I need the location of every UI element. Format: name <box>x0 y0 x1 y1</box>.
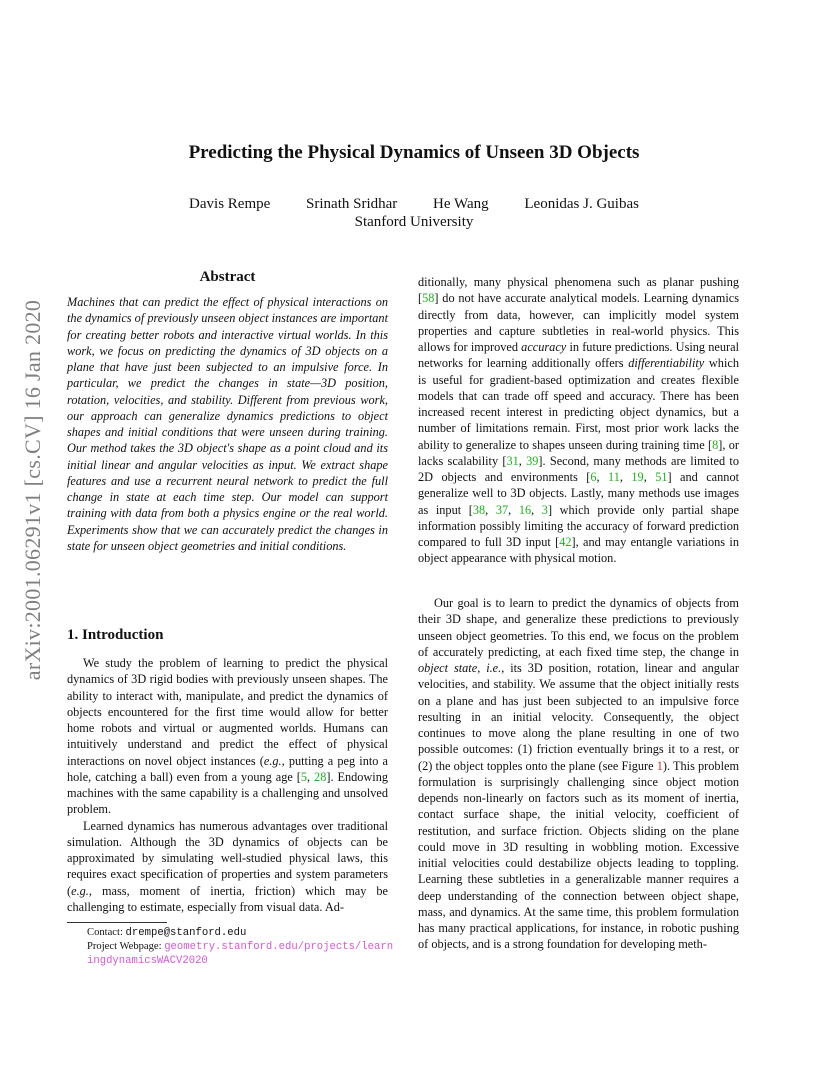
citation-link[interactable]: 3 <box>541 502 548 517</box>
affiliation: Stanford University <box>354 214 474 230</box>
intro-paragraph-2: Learned dynamics has numerous advantages over traditional simulation. Although the 3D dynamics of objects can be approximated by simulating well-studied physical laws, this requires exact specification of properties and system parameters (e.g., mass, moment of inertia, friction) which may be challenging to estimate, especially from visual data. Ad- <box>67 818 388 914</box>
arxiv-identifier <box>18 280 48 700</box>
citation-link[interactable]: 28 <box>314 769 327 784</box>
citation-link[interactable]: 11 <box>608 470 620 484</box>
introduction-body <box>67 655 388 915</box>
arxiv-identifier-text: arXiv:2001.06291v1 [cs.CV] 16 Jan 2020 <box>20 299 45 681</box>
section-heading-introduction: 1. Introduction <box>67 627 164 643</box>
author-2: Srinath Sridhar <box>306 196 398 212</box>
citation-link[interactable]: 42 <box>559 535 572 549</box>
intro-paragraph-1: We study the problem of learning to predict the physical dynamics of 3D rigid bodies with previously unseen shapes. The ability to interact with, manipulate, and predict the dynamics of objects encountered for the first time would allow for better home robots and virtual or augmented worlds. Humans can intuitively understand and predict the effect of physical interactions on novel object instances (e.g., putting a peg into a hole, catching a ball) even from a young age [5, 28]. Endowing machines with the same capability is a challenging and unsolved problem. <box>67 656 389 817</box>
citation-link[interactable]: 16 <box>518 502 532 517</box>
citation-link[interactable]: 19 <box>631 470 644 484</box>
citation-link[interactable]: 58 <box>422 291 435 306</box>
citation-link[interactable]: 8 <box>712 437 719 452</box>
author-names <box>0 196 828 213</box>
citation-link[interactable]: 37 <box>495 502 509 517</box>
author-1: Davis Rempe <box>189 196 271 212</box>
footnote-contact: Contact: drempe@stanford.edu <box>87 927 247 939</box>
footnote-rule <box>67 922 167 923</box>
citation-link[interactable]: 39 <box>526 453 539 468</box>
citation-link[interactable]: 38 <box>472 502 486 517</box>
figure-reference-link[interactable]: 1 <box>656 758 663 773</box>
citation-link[interactable]: 31 <box>506 453 519 468</box>
author-4: Leonidas J. Guibas <box>524 196 639 212</box>
citation-link[interactable]: 6 <box>590 470 597 484</box>
paper-title: Predicting the Physical Dynamics of Unseen 3D Objects <box>188 142 640 163</box>
footnote-webpage: Project Webpage: geometry.stanford.edu/projects/learningdynamicsWACV2020 <box>87 941 394 967</box>
right-column-paragraph-1: ditionally, many physical phenomena such as planar pushing [58] do not have accurate analytical models. Learning dynamics directly from data, however, can implicitly model system properties and capture subtleties in real-world physics. This allows for improved accuracy in future predictions. Using neural networks for learning additionally offers differentiability which is useful for gradient-based optimization and creates flexible models that can trade off speed and accuracy. There has been increased recent interest in predicting object dynamics, but a number of limitations remain. First, most prior work lacks the ability to generalize to shapes unseen during training time [8], or lacks scalability [31, 39]. Second, many methods are limited to 2D objects and environments [6, 11, 19, 51] and cannot generalize well to 3D objects. Lastly, many methods use images as input [38, 37, 16, 3] which provide only partial shape information possibly limiting the accuracy of forward prediction compared to full 3D input [42], and may entangle variations in object appearance with physical motion. <box>418 275 740 566</box>
right-column-paragraph-2: Our goal is to learn to predict the dynamics of objects from their 3D shape, and generalize these predictions to previously unseen object geometries. To this end, we focus on the problem of accurately predicting, at each fixed time step, the change in object state, i.e., its 3D position, rotation, linear and angular velocities, and stability. We assume that the object initially rests on a plane and has just been subjected to an impulsive force resulting in an initial velocity. Consequently, the object continues to move along the plane resulting in one of two possible outcomes: (1) friction eventually brings it to a rest, or (2) the object topples onto the plane (see Figure 1). This problem formulation is surprisingly challenging since object motion depends non-linearly on factors such as its moment of inertia, contact surface shape, the initial velocity, coefficient of restitution, and surface friction. Objects sliding on the plane could move in 3D resulting in wobbling motion. Excessive initial velocities could destabilize objects leading to toppling. Learning these subtleties in a generalizable manner requires a deep understanding of the connection between object shape, mass, and dynamics. At the same time, this problem formulation has many practical applications, for instance, in robotic pushing of objects, and is a strong foundation for developing meth- <box>418 596 740 952</box>
contact-email: drempe@stanford.edu <box>125 927 247 939</box>
abstract-text: Machines that can predict the effect of physical interactions on the dynamics of previously unseen object instances are important for creating better robots and interactive virtual worlds. In this work, we focus on predicting the dynamics of 3D objects on a plane that have just been subjected to an impulsive force. In particular, we predict the changes in state—3D position, rotation, velocities, and stability. Different from previous work, our approach can generalize dynamics predictions to object shapes and initial conditions that were unseen during training. Our method takes the 3D object's shape as a point cloud and its initial linear and angular velocities as input. We extract shape features and use a recurrent neural network to predict the full change in state at each time step. Our model can support training with data from both a physics engine or the real world. Experiments show that we can accurately predict the changes in state for unseen object geometries and initial conditions. <box>67 295 388 553</box>
footnote <box>67 926 397 968</box>
author-block <box>0 196 828 231</box>
citation-link[interactable]: 5 <box>300 769 308 784</box>
author-3: He Wang <box>433 196 489 212</box>
abstract-heading: Abstract <box>199 269 256 285</box>
citation-link[interactable]: 51 <box>655 470 668 484</box>
project-webpage-link[interactable]: geometry.stanford.edu/projects/learningdynamicsWACV2020 <box>87 941 394 967</box>
